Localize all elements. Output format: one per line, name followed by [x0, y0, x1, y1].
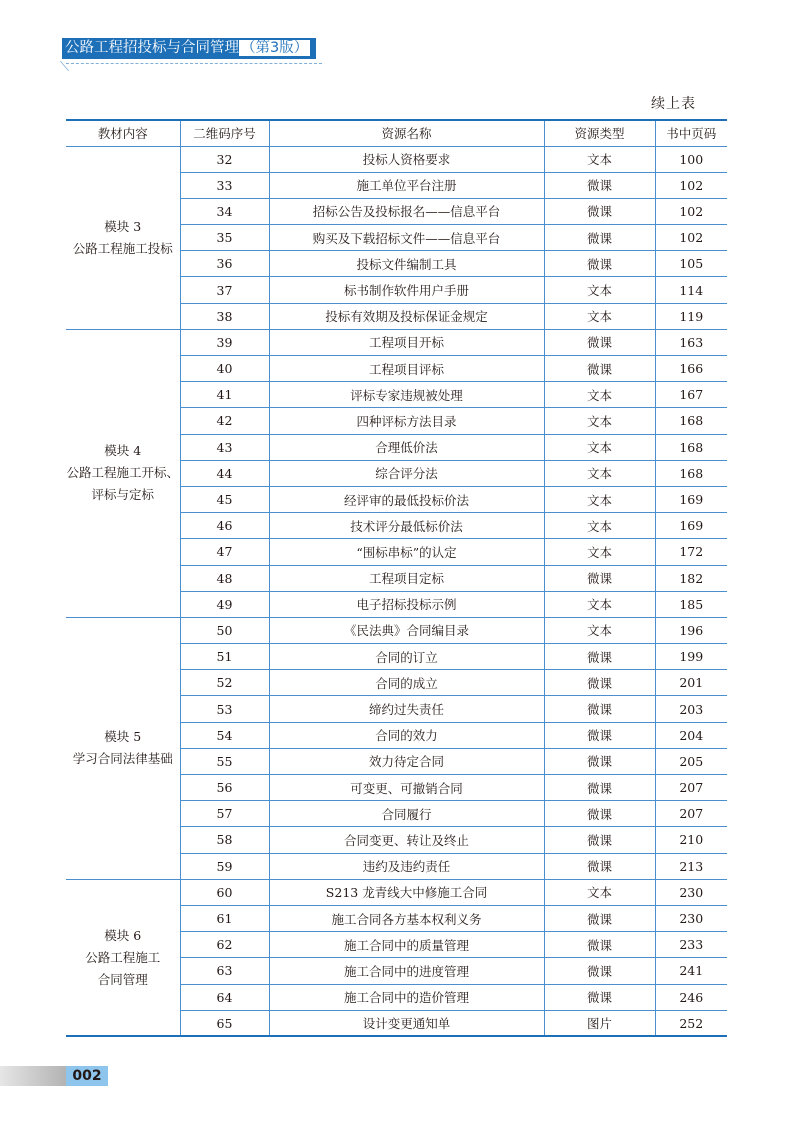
resource-type-cell: 文本: [544, 513, 655, 539]
resource-type-cell: 微课: [544, 748, 655, 774]
qr-number-cell: 44: [180, 460, 269, 486]
page-number-cell: 207: [655, 775, 727, 801]
page-number-cell: 105: [655, 251, 727, 277]
page-number-cell: 166: [655, 356, 727, 382]
qr-number-cell: 61: [180, 905, 269, 931]
resource-type-cell: 微课: [544, 984, 655, 1010]
resource-name-cell: 合同履行: [269, 801, 544, 827]
resource-type-cell: 微课: [544, 644, 655, 670]
qr-number-cell: 36: [180, 251, 269, 277]
resource-name-cell: 合同变更、转让及终止: [269, 827, 544, 853]
resource-name-cell: 缔约过失责任: [269, 696, 544, 722]
resource-name-cell: 违约及违约责任: [269, 853, 544, 879]
resource-name-cell: 综合评分法: [269, 460, 544, 486]
page-number-cell: 168: [655, 460, 727, 486]
module-label-line: 模块 6: [104, 927, 142, 943]
page-number-cell: 168: [655, 408, 727, 434]
resource-name-cell: 投标文件编制工具: [269, 251, 544, 277]
table-header-row: [66, 120, 727, 146]
page-number-cell: 168: [655, 434, 727, 460]
page-number-cell: 201: [655, 670, 727, 696]
page-number-cell: 167: [655, 382, 727, 408]
resource-name-cell: 投标人资格要求: [269, 146, 544, 172]
page-number-cell: 196: [655, 617, 727, 643]
resource-type-cell: 微课: [544, 932, 655, 958]
qr-number-cell: 54: [180, 722, 269, 748]
qr-number-cell: 45: [180, 486, 269, 512]
resource-type-cell: 微课: [544, 853, 655, 879]
column-header-content: 教材内容: [66, 120, 180, 146]
resource-type-cell: 文本: [544, 277, 655, 303]
qr-number-cell: 47: [180, 539, 269, 565]
qr-number-cell: 48: [180, 565, 269, 591]
book-edition: （第3版）: [241, 40, 309, 56]
module-label-line: 公路工程施工: [85, 949, 161, 965]
resource-type-cell: 微课: [544, 356, 655, 382]
resource-type-cell: 文本: [544, 460, 655, 486]
resource-type-cell: 微课: [544, 696, 655, 722]
qr-number-cell: 43: [180, 434, 269, 460]
page-number-cell: 213: [655, 853, 727, 879]
resource-type-cell: 图片: [544, 1010, 655, 1036]
page-number-cell: 246: [655, 984, 727, 1010]
resource-type-cell: 文本: [544, 879, 655, 905]
resource-type-cell: 文本: [544, 617, 655, 643]
resource-name-cell: 电子招标投标示例: [269, 591, 544, 617]
qr-number-cell: 62: [180, 932, 269, 958]
resource-name-cell: 工程项目开标: [269, 329, 544, 355]
resource-type-cell: 文本: [544, 434, 655, 460]
page-number-cell: 205: [655, 748, 727, 774]
qr-number-cell: 35: [180, 225, 269, 251]
page-number-cell: 185: [655, 591, 727, 617]
column-header-resource-type: 资源类型: [544, 120, 655, 146]
page-number-cell: 119: [655, 303, 727, 329]
resource-name-cell: 合同的成立: [269, 670, 544, 696]
qr-number-cell: 52: [180, 670, 269, 696]
resource-name-cell: 经评审的最低投标价法: [269, 486, 544, 512]
resource-name-cell: 施工合同中的进度管理: [269, 958, 544, 984]
page-number-cell: 241: [655, 958, 727, 984]
header-divider: [66, 63, 322, 64]
resource-name-cell: 投标有效期及投标保证金规定: [269, 303, 544, 329]
page-number-cell: 169: [655, 486, 727, 512]
qr-number-cell: 42: [180, 408, 269, 434]
module-label-line: 公路工程施工开标、: [66, 465, 179, 481]
page-number-cell: 230: [655, 879, 727, 905]
resource-name-cell: 标书制作软件用户手册: [269, 277, 544, 303]
qr-number-cell: 56: [180, 775, 269, 801]
resource-type-cell: 文本: [544, 486, 655, 512]
resource-type-cell: 微课: [544, 172, 655, 198]
resource-type-cell: 微课: [544, 251, 655, 277]
resource-name-cell: 技术评分最低标价法: [269, 513, 544, 539]
page-number-cell: 203: [655, 696, 727, 722]
page-number-cell: 102: [655, 198, 727, 224]
qr-number-cell: 33: [180, 172, 269, 198]
resource-name-cell: S213 龙青线大中修施工合同: [269, 879, 544, 905]
module-label-line: 模块 3: [104, 218, 142, 234]
resource-name-cell: 工程项目定标: [269, 565, 544, 591]
qr-number-cell: 58: [180, 827, 269, 853]
resource-name-cell: 招标公告及投标报名——信息平台: [269, 198, 544, 224]
resource-name-cell: 工程项目评标: [269, 356, 544, 382]
qr-number-cell: 40: [180, 356, 269, 382]
module-label-line: 学习合同法律基础: [72, 751, 173, 767]
resource-type-cell: 微课: [544, 775, 655, 801]
qr-number-cell: 39: [180, 329, 269, 355]
page-number-cell: 102: [655, 172, 727, 198]
resource-name-cell: 施工合同中的造价管理: [269, 984, 544, 1010]
module-label-line: 合同管理: [97, 971, 148, 987]
resource-type-cell: 微课: [544, 565, 655, 591]
resource-type-cell: 微课: [544, 801, 655, 827]
page-number-cell: 204: [655, 722, 727, 748]
resource-name-cell: 施工合同中的质量管理: [269, 932, 544, 958]
resource-name-cell: 四种评标方法目录: [269, 408, 544, 434]
column-header-resource-name: 资源名称: [269, 120, 544, 146]
qr-number-cell: 37: [180, 277, 269, 303]
page-number-cell: 207: [655, 801, 727, 827]
qr-number-cell: 51: [180, 644, 269, 670]
page-number-cell: 182: [655, 565, 727, 591]
resource-type-cell: 文本: [544, 408, 655, 434]
continued-label: 续上表: [651, 96, 696, 112]
qr-number-cell: 50: [180, 617, 269, 643]
resource-type-cell: 文本: [544, 303, 655, 329]
column-header-qr-number: 二维码序号: [180, 120, 269, 146]
page-number-cell: 172: [655, 539, 727, 565]
page-number-cell: 163: [655, 329, 727, 355]
module-label-line: 模块 4: [104, 443, 142, 459]
resource-type-cell: 微课: [544, 905, 655, 931]
module-label-line: 评标与定标: [91, 487, 154, 503]
module-cell: [66, 329, 180, 617]
qr-number-cell: 46: [180, 513, 269, 539]
resource-name-cell: 施工合同各方基本权利义务: [269, 905, 544, 931]
column-header-page: 书中页码: [655, 120, 727, 146]
resource-type-cell: 微课: [544, 722, 655, 748]
module-cell: [66, 617, 180, 879]
page-number-cell: 210: [655, 827, 727, 853]
page-number-cell: 233: [655, 932, 727, 958]
page-number-cell: 102: [655, 225, 727, 251]
qr-number-cell: 32: [180, 146, 269, 172]
qr-number-cell: 34: [180, 198, 269, 224]
page-number: 002: [66, 1066, 108, 1086]
qr-number-cell: 49: [180, 591, 269, 617]
resource-type-cell: 微课: [544, 670, 655, 696]
resource-table: [66, 119, 727, 1037]
page-number-cell: 252: [655, 1010, 727, 1036]
page-number-cell: 100: [655, 146, 727, 172]
resource-type-cell: 微课: [544, 329, 655, 355]
module-label-line: 模块 5: [104, 729, 142, 745]
resource-type-cell: 微课: [544, 958, 655, 984]
module-cell: [66, 146, 180, 329]
table-row: [66, 879, 727, 905]
resource-type-cell: 微课: [544, 198, 655, 224]
resource-name-cell: 施工单位平台注册: [269, 172, 544, 198]
module-label-line: 公路工程施工投标: [72, 240, 173, 256]
page-number-cell: 169: [655, 513, 727, 539]
resource-name-cell: 合同的订立: [269, 644, 544, 670]
resource-name-cell: 可变更、可撤销合同: [269, 775, 544, 801]
resource-name-cell: 评标专家违规被处理: [269, 382, 544, 408]
running-header: [62, 38, 316, 59]
resource-name-cell: 合同的效力: [269, 722, 544, 748]
qr-number-cell: 38: [180, 303, 269, 329]
book-title: 公路工程招投标与合同管理: [65, 40, 239, 56]
resource-type-cell: 微课: [544, 225, 655, 251]
resource-name-cell: 设计变更通知单: [269, 1010, 544, 1036]
resource-name-cell: 效力待定合同: [269, 748, 544, 774]
resource-type-cell: 文本: [544, 146, 655, 172]
page-number-cell: 230: [655, 905, 727, 931]
table-row: [66, 146, 727, 172]
qr-number-cell: 41: [180, 382, 269, 408]
resource-name-cell: 合理低价法: [269, 434, 544, 460]
resource-type-cell: 文本: [544, 382, 655, 408]
qr-number-cell: 64: [180, 984, 269, 1010]
qr-number-cell: 57: [180, 801, 269, 827]
table-row: [66, 329, 727, 355]
qr-number-cell: 53: [180, 696, 269, 722]
footer-gray-band: [0, 1066, 66, 1086]
table-body: [66, 146, 727, 1036]
qr-number-cell: 65: [180, 1010, 269, 1036]
resource-name-cell: 购买及下载招标文件——信息平台: [269, 225, 544, 251]
resource-type-cell: 文本: [544, 591, 655, 617]
module-cell: [66, 879, 180, 1036]
page-number-cell: 114: [655, 277, 727, 303]
page-number-cell: 199: [655, 644, 727, 670]
resource-name-cell: “围标串标”的认定: [269, 539, 544, 565]
qr-number-cell: 60: [180, 879, 269, 905]
qr-number-cell: 59: [180, 853, 269, 879]
resource-type-cell: 微课: [544, 827, 655, 853]
table-row: [66, 617, 727, 643]
resource-type-cell: 文本: [544, 539, 655, 565]
resource-name-cell: 《民法典》合同编目录: [269, 617, 544, 643]
qr-number-cell: 63: [180, 958, 269, 984]
qr-number-cell: 55: [180, 748, 269, 774]
